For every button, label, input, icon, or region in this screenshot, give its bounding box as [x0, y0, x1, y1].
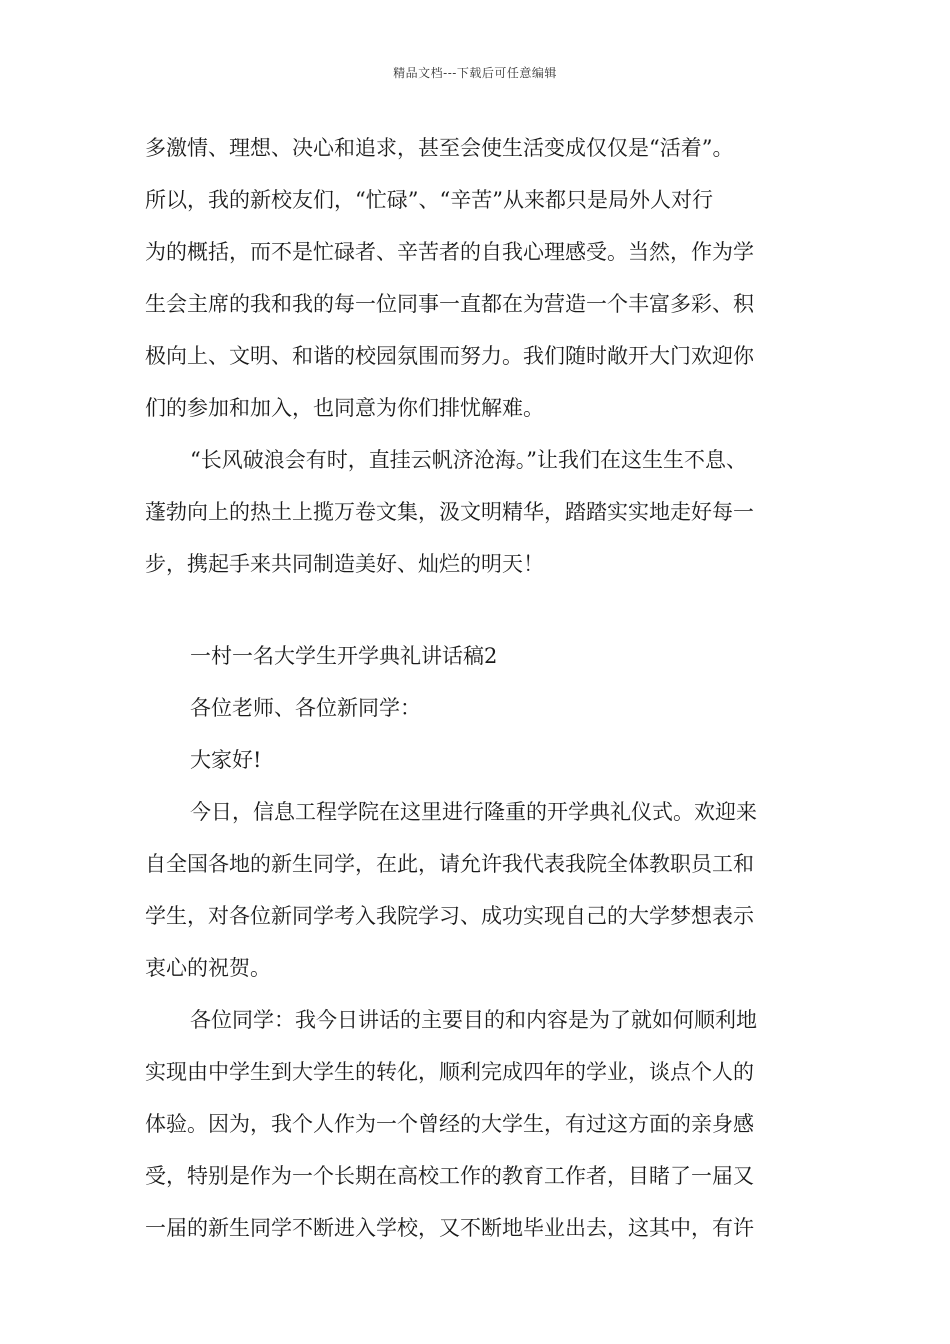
text-line: 体验。因为，我个人作为一个曾经的大学生，有过这方面的亲身感 — [145, 1112, 754, 1136]
text-line: 衷心的祝贺。 — [145, 956, 271, 980]
paragraph-3 — [145, 786, 825, 994]
paragraph-2 — [145, 434, 825, 590]
text-line: 学生，对各位新同学考入我院学习、成功实现自己的大学梦想表示 — [145, 904, 754, 928]
greeting: 大家好! — [190, 748, 262, 772]
text-line: 受，特别是作为一个长期在高校工作的教育工作者，目睹了一届又 — [145, 1164, 754, 1188]
text-line: 实现由中学生到大学生的转化，顺利完成四年的学业，谈点个人的 — [145, 1060, 754, 1084]
text-line: 为的概括，而不是忙碌者、辛苦者的自我心理感受。当然，作为学 — [145, 240, 754, 264]
text-line: 一届的新生同学不断进入学校，又不断地毕业出去，这其中，有许 — [145, 1216, 754, 1240]
text-line: 们的参加和加入，也同意为你们排忧解难。 — [145, 396, 544, 420]
text-line: 今日，信息工程学院在这里进行隆重的开学典礼仪式。欢迎来 — [190, 800, 757, 824]
text-line: “长风破浪会有时，直挂云帆济沧海。”让我们在这生生不息、 — [190, 448, 747, 472]
text-line: 所以，我的新校友们，“忙碌”、“辛苦”从来都只是局外人对行 — [145, 188, 713, 212]
text-line: 步，携起手来共同制造美好、灿烂的明天！ — [145, 552, 544, 576]
text-line: 生会主席的我和我的每一位同事一直都在为营造一个丰富多彩、积 — [145, 292, 754, 316]
section-title: 一村一名大学生开学典礼讲话稿2 — [190, 644, 498, 668]
paragraph-4 — [145, 994, 825, 1254]
text-line: 多激情、理想、决心和追求，甚至会使生活变成仅仅是“活着”。 — [145, 136, 734, 160]
text-line: 蓬勃向上的热土上揽万卷文集，汲文明精华，踏踏实实地走好每一 — [145, 500, 754, 524]
page-header: 精品文档---下载后可任意编辑 — [393, 66, 557, 80]
text-line: 自全国各地的新生同学，在此，请允许我代表我院全体教职员工和 — [145, 852, 754, 876]
paragraph-1 — [145, 122, 825, 434]
text-line: 极向上、文明、和谐的校园氛围而努力。我们随时敞开大门欢迎你 — [145, 344, 754, 368]
text-line: 各位同学：我今日讲话的主要目的和内容是为了就如何顺利地 — [190, 1008, 757, 1032]
document-body — [145, 122, 825, 1254]
section-spacer — [145, 590, 825, 630]
salutation: 各位老师、各位新同学： — [190, 696, 421, 720]
